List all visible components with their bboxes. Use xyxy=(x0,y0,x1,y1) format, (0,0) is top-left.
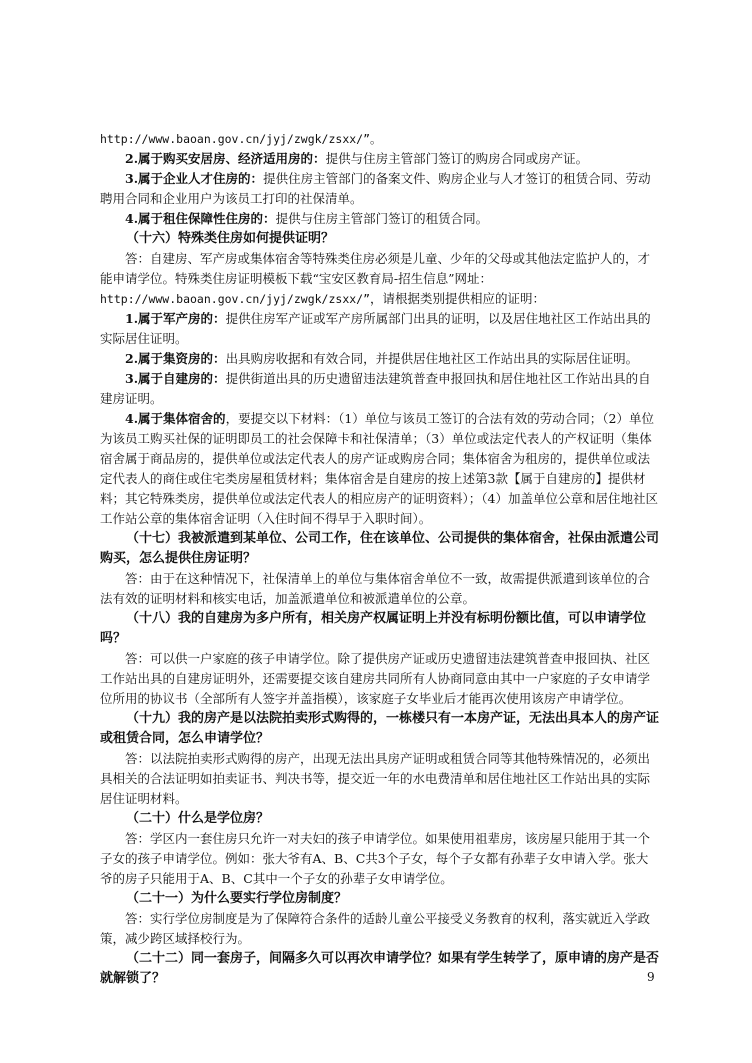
item-a3-text: 提供住房主管部门的备案文件、购房企业与人才签订的租赁合同、劳动聘用合同和企业用户为该员工打印的社保清单。 xyxy=(100,171,651,206)
item-a2-heading: 2.属于购买安居房、经济适用房的： xyxy=(125,151,326,166)
page-body xyxy=(100,129,660,989)
answer-20: 答：学区内一套住房只允许一对夫妇的孩子申请学位。如果使用祖辈房，该房屋只能用于其一个子女的孩子申请学位。例如：张大爷有A、B、C共3个子女，每个子女都有孙辈子女申请入学。张大爷的房子只能用于A、B、C其中一个子女的孙辈子女申请学位。 xyxy=(100,831,651,886)
question-17: （十七）我被派遣到某单位、公司工作，住在该单位、公司提供的集体宿舍，社保由派遣公司购买，怎么提供住房证明？ xyxy=(100,531,660,566)
item-a4-text: 提供与住房主管部门签订的租赁合同。 xyxy=(275,211,489,226)
item-b4 xyxy=(100,409,660,529)
answer-17: 答：由于在这种情况下，社保清单上的单位与集体宿舍单位不一致，故需提供派遣到该单位的合法有效的证明材料和核实电话，加盖派遣单位和被派遣单位的公章。 xyxy=(100,571,651,606)
item-a4 xyxy=(100,209,660,229)
item-b2-heading: 2.属于集资房的： xyxy=(125,351,226,366)
url-text: http://www.baoan.gov.cn/jyj/zwgk/zsxx/”。 xyxy=(100,132,382,146)
item-b2 xyxy=(100,349,660,369)
answer-19: 答：以法院拍卖形式购得的房产，出现无法出具房产证明或租赁合同等其他特殊情况的，必须出具相关的合法证明如拍卖证书、判决书等，提交近一年的水电费清单和居住地社区工作站出具的实际居住证明材料。 xyxy=(100,751,651,806)
answer-16 xyxy=(100,249,660,309)
item-b2-text: 出具购房收据和有效合同，并提供居住地社区工作站出具的实际居住证明。 xyxy=(225,351,639,366)
item-b1-heading: 1.属于军产房的： xyxy=(125,311,226,326)
item-a3 xyxy=(100,169,660,209)
item-a2-text: 提供与住房主管部门签订的购房合同或房产证。 xyxy=(325,151,589,166)
answer-21: 答：实行学位房制度是为了保障符合条件的适龄儿童公平接受义务教育的权利，落实就近入学政策，减少跨区域择校行为。 xyxy=(100,911,651,946)
answer-18: 答：可以供一户家庭的孩子申请学位。除了提供房产证或历史遗留违法建筑普查申报回执、社区工作站出具的自建房证明外，还需要提交该自建房共同所有人协商同意由其中一户家庭的子女申请学位所用的协议书（全部所有人签字并盖指模），该家庭子女毕业后才能再次使用该房产申请学位。 xyxy=(100,651,651,706)
question-19: （十九）我的房产是以法院拍卖形式购得的，一栋楼只有一本房产证，无法出具本人的房产证或租赁合同，怎么申请学位？ xyxy=(100,711,660,746)
question-16: （十六）特殊类住房如何提供证明？ xyxy=(126,231,335,246)
question-18: （十八）我的自建房为多户所有，相关房产权属证明上并没有标明份额比值，可以申请学位吗？ xyxy=(100,611,647,646)
answer-16-url-tail: ，请根据类别提供相应的证明： xyxy=(370,291,546,306)
item-a3-heading: 3.属于企业人才住房的： xyxy=(125,171,264,186)
item-b4-text: ，要提交以下材料：（1）单位与该员工签订的合法有效的劳动合同；（2）单位为该员工购买社保的证明即员工的社会保障卡和社保清单；（3）单位或法定代表人的产权证明（集体宿舍属于商品房的，提供单位或法定代表人的房产证或购房合同；集体宿舍为租房的，提供单位或法定代表人的商住或住宅类房屋租赁材料；集体宿舍是自建房的按上述第3款【属于自建房的】提供材料；其它特殊类房，提供单位或法定代表人的相应房产的证明资料）；（4）加盖单位公章和居住地社区工作站公章的集体宿舍证明（入住时间不得早于入职时间）。 xyxy=(100,411,658,526)
url-line xyxy=(100,129,660,149)
question-20: （二十）什么是学位房？ xyxy=(126,811,270,826)
answer-16-url: http://www.baoan.gov.cn/jyj/zwgk/zsxx/” xyxy=(100,292,371,306)
page-number: 9 xyxy=(647,970,655,984)
question-21: （二十一）为什么要实行学位房制度？ xyxy=(126,891,348,906)
question-22: （二十二）同一套房子，间隔多久可以再次申请学位？如果有学生转学了，原申请的房产是否就解锁了？ xyxy=(100,951,660,986)
item-b3-heading: 3.属于自建房的： xyxy=(125,371,226,386)
item-b1-text: 提供住房军产证或军产房所属部门出具的证明，以及居住地社区工作站出具的实际居住证明。 xyxy=(100,311,651,346)
item-a2 xyxy=(100,149,660,169)
answer-16-text: 答：自建房、军产房或集体宿舍等特殊类住房必须是儿童、少年的父母或其他法定监护人的，才能申请学位。特殊类住房证明模板下载“宝安区教育局-招生信息”网址： xyxy=(100,251,651,286)
item-b4-heading: 4.属于集体宿舍的 xyxy=(125,411,226,426)
item-b1 xyxy=(100,309,660,349)
item-a4-heading: 4.属于租住保障性住房的： xyxy=(125,211,276,226)
item-b3 xyxy=(100,369,660,409)
item-b3-text: 提供街道出具的历史遗留违法建筑普查申报回执和居住地社区工作站出具的自建房证明。 xyxy=(100,371,651,406)
